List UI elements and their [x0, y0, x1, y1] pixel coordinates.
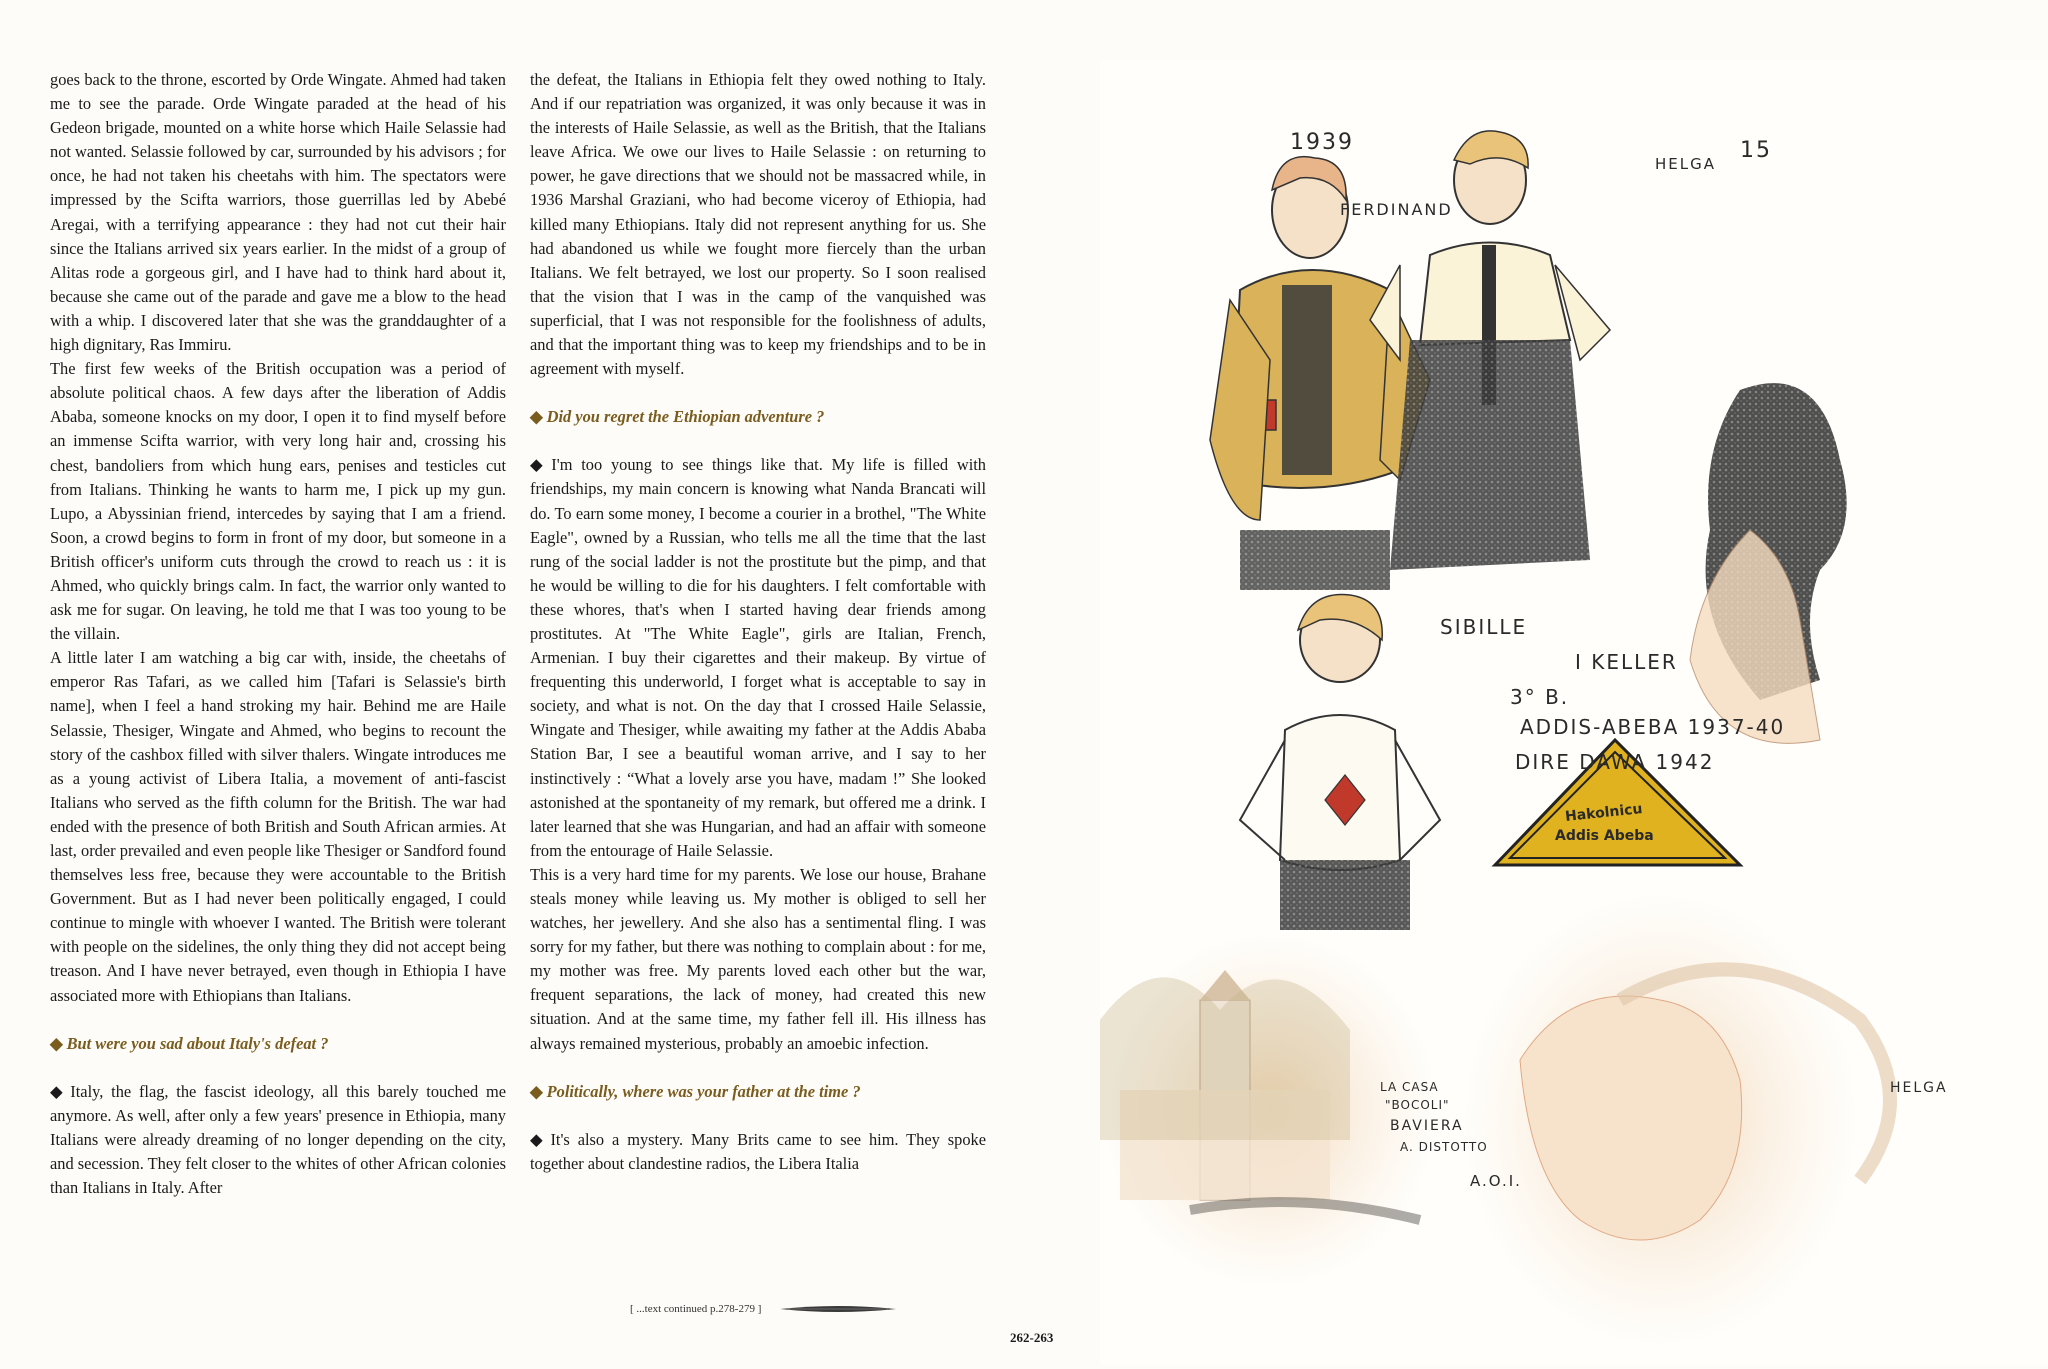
casa-label-5: A.O.I. [1470, 1172, 1522, 1190]
sibille-label: SIBILLE [1440, 615, 1528, 639]
answer-text: It's also a mystery. Many Brits came to see him. They spoke together about clandestine radios, the Libera Italia [530, 1129, 986, 1173]
casa-label-3: BAVIERA [1390, 1118, 1464, 1134]
page-number: 262-263 [1010, 1330, 1054, 1345]
text-column-left [50, 68, 506, 1200]
answer-text: I'm too young to see things like that. My life is filled with friendships, my main concern is knowing what Nanda Brancati will do. To earn some money, I become a courier in a brothel, "The White Eagle", owned by a Russian, who tells me all the time that the last rung of the social ladder is not the prostitute but the pimp, and that he would be willing to die for his daughters. I felt comfortable with these whores, that's when I started having dear friends among prostitutes. At "The White Eagle", girls are Italian, French, Armenian. I buy their cigarettes and their makeup. By virtue of frequenting this underworld, I forget what is acceptable to say in society, and what is not. On the day that I crossed Haile Selassie, Wingate and Thesiger, while awaiting my father at the Addis Ababa Station Bar, I see a beautiful woman arrive, and I say to her instinctively : “What a lovely arse you have, madam !” She looked astonished at the spontaneity of my remark, but offered me a drink. I later learned that she was Hungarian, and had an affair with someone from the entourage of Haile Selassie. [530, 455, 987, 860]
casa-label-1: LA CASA [1380, 1080, 1439, 1094]
interview-answer [50, 1080, 506, 1200]
diamond-icon: ◆ [530, 1081, 543, 1101]
addis-label: ADDIS-ABEBA 1937-40 [1520, 715, 1786, 739]
interview-answer [530, 453, 986, 863]
age-label: 15 [1740, 138, 1772, 163]
interview-question [530, 405, 986, 429]
interview-question [530, 1080, 986, 1104]
helga-portrait-wash [1460, 890, 1890, 1350]
casa-label-4: A. DISTOTTO [1400, 1140, 1488, 1154]
badge-line-1: Hakolnicu [1564, 800, 1644, 826]
diamond-icon: ◆ [50, 1033, 63, 1053]
helga-label: HELGA [1655, 155, 1716, 173]
helga-bottom-label: HELGA [1890, 1080, 1948, 1096]
woman-profile [1690, 383, 1847, 743]
badge-line-2: Addis Abeba [1555, 828, 1654, 844]
question-text: Did you regret the Ethiopian adventure ? [546, 407, 825, 427]
question-text: But were you sad about Italy's defeat ? [66, 1033, 329, 1053]
ferdinand-label: FERDINAND [1340, 200, 1453, 219]
interview-question [50, 1032, 506, 1056]
diamond-icon: ◆ [530, 1129, 547, 1149]
continued-note: [ ...text continued p.278-279 ] [630, 1303, 762, 1315]
paragraph: the defeat, the Italians in Ethiopia felt they owed nothing to Italy. And if our repatriation was organized, it was only because it was in the interests of Haile Selassie, as well as the British, that the Italians leave Africa. We owe our lives to Haile Selassie : on returning to power, he gave directions that we should not be massacred while, in 1936 Marshal Graziani, who had become viceroy of Ethiopia, had killed many Ethiopians. Italy did not represent anything for us. She had abandoned us while we fought more fiercely than the urban Italians. We felt betrayed, we lost our property. So I soon realised that the vision that I was in the camp of the vanquished was superficial, that I was not responsible for the foolishness of adults, and that the important thing was to keep my friendships and to be in agreement with myself. [530, 70, 986, 379]
paragraph: This is a very hard time for my parents. We lose our house, Brahane steals money while leaving us. My mother is obliged to sell her watches, her jewellery. And she also has a sentimental fling. I was sorry for my father, but there was nothing to complain about : for me, my mother was free. My parents loved each other but the war, frequent separations, the lack of money, had created this new situation. And at the same time, my father fell ill. His illness has always remained mysterious, probably an amoebic infection. [530, 864, 986, 1053]
diamond-icon: ◆ [530, 455, 548, 475]
paragraph: goes back to the throne, escorted by Orde Wingate. Ahmed had taken me to see the parade. Orde Wingate paraded at the head of his Gedeon brigade, mounted on a white horse which Haile Selassie had not wanted. Selassie followed by car, surrounded by his advisors ; for once, he had not taken his cheetahs with him. The spectators were impressed by the Scifta warriors, those guerrillas led by Abebé Aregai, with a terrifying appearance : they had not cut their hair since the Italians arrived six years earlier. In the midst of a group of Alitas rode a gorgeous girl, and I have had to think hard about it, because she came out of the parade and gave me a blow to the head with a whip. I discovered later that she was the granddaughter of a high dignitary, Ras Immiru. [50, 70, 506, 355]
dire-label: DIRE DAWA 1942 [1515, 750, 1715, 774]
diamond-icon: ◆ [50, 1081, 67, 1101]
interview-answer [530, 1128, 986, 1176]
diamond-icon: ◆ [530, 407, 543, 427]
question-text: Politically, where was your father at the time ? [546, 1081, 861, 1101]
keller-label: I KELLER [1575, 650, 1678, 674]
quill-pen-icon [778, 1302, 898, 1316]
answer-text: Italy, the flag, the fascist ideology, all this barely touched me anymore. As well, after only a few years' presence in Ethiopia, many Italians were already dreaming of no longer depending on the city, and secession. They felt closer to the whites of other African colonies than Italians in Italy. After [50, 1081, 506, 1198]
sibille-figure [1240, 594, 1440, 930]
paragraph: The first few weeks of the British occupation was a period of absolute political chaos. A few days after the liberation of Addis Ababa, someone knocks on my door, I open it to find myself before an immense Scifta warrior, with very long hair and, crossing his chest, bandoliers from which hung ears, penises and testicles cut from Italians. Thinking he wants to harm me, I pick up my gun. Lupo, a Abyssinian friend, intercedes by saying that I am a friend. Soon, a crowd begins to form in front of my door, but someone in a British officer's uniform cuts through the crowd to reach us : it is Ahmed, who quickly brings calm. In fact, the warrior only wanted to ask me for sugar. On leaving, he told me that I was too young to be the villain. [50, 359, 506, 644]
paragraph: A little later I am watching a big car with, inside, the cheetahs of emperor Ras Tafari, as we called him [Tafari is Selassie's birth name], when I feel a hand stroking my hair. Behind me are Haile Selassie, Thesiger, Wingate and Ahmed, who begins to recount the story of the cashbox filled with silver thalers. Wingate introduces me as a young activist of Libera Italia, a movement of anti-fascist Italians who served as the fifth column for the British. The war had ended with the presence of both British and South African armies. At last, order prevailed and even people like Thesiger or Sandford found themselves less free, because they were accountable to the British Government. But as I had never been politically engaged, I could continue to mingle with whoever I wanted. The British were tolerant with people on the sidelines, the only thing they did not accept being treason. And I have never betrayed, even though in Ethiopia I have associated more with Ethiopians than Italians. [50, 648, 506, 1005]
grade-label: 3° B. [1510, 685, 1570, 709]
text-column-right [530, 68, 986, 1176]
year-label: 1939 [1290, 130, 1354, 155]
sketch-drawing [1100, 60, 2048, 1365]
casa-label-2: "BOCOLI" [1385, 1098, 1450, 1112]
watercolor-illustration [1100, 60, 2048, 1365]
